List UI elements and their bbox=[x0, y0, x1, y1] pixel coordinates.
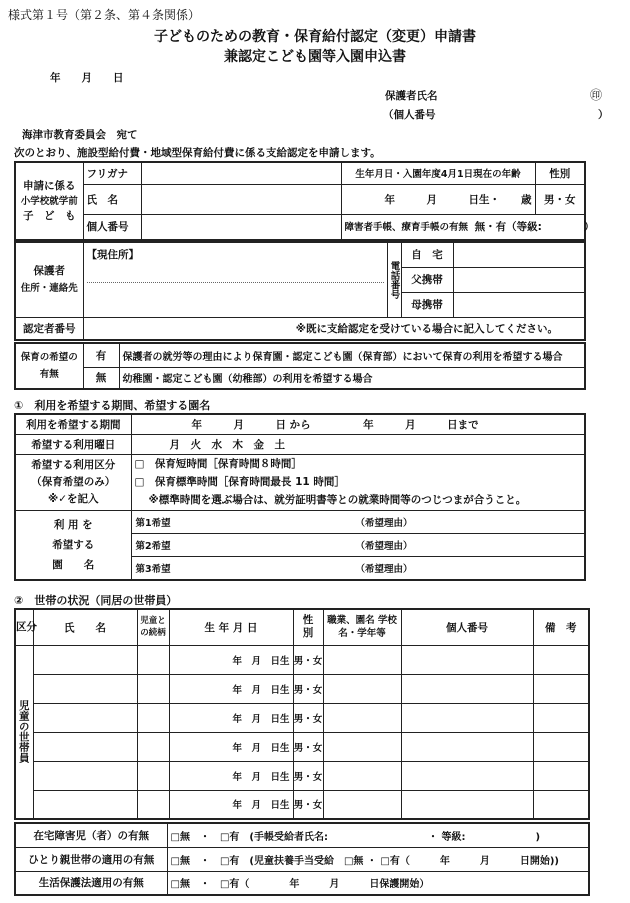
phone-label: 電話番号 bbox=[387, 242, 401, 317]
address-field[interactable]: 【現住所】 bbox=[83, 242, 387, 317]
member-relation[interactable] bbox=[137, 732, 169, 761]
member-birth[interactable]: 年 月 日生 bbox=[169, 732, 293, 761]
member-id[interactable] bbox=[401, 790, 533, 819]
standard-time-option[interactable]: □ 保育標準時間［保育時間最長 11 時間］ bbox=[134, 476, 345, 488]
childcare-no[interactable]: 無 bbox=[83, 367, 119, 389]
member-name[interactable] bbox=[33, 732, 137, 761]
type-note: ※標準時間を選ぶ場合は、就労証明書等との就業時間等のつじつまが合うこと。 bbox=[148, 494, 527, 506]
childcare-no-text: 幼稚園・認定こども園（幼稚部）の利用を希望する場合 bbox=[119, 367, 585, 389]
member-job[interactable] bbox=[323, 703, 401, 732]
period-label: 利用を希望する期間 bbox=[15, 414, 131, 434]
header-id: 個人番号 bbox=[401, 609, 533, 645]
home-phone-input[interactable] bbox=[453, 242, 585, 267]
member-name[interactable] bbox=[33, 703, 137, 732]
seal-mark: ㊞ bbox=[590, 88, 603, 102]
home-phone-label: 自 宅 bbox=[401, 242, 453, 267]
child-name-input[interactable] bbox=[141, 184, 341, 214]
member-note[interactable] bbox=[533, 761, 589, 790]
guardian-section-label: 保護者 住所・連絡先 bbox=[15, 242, 83, 317]
household-table bbox=[14, 608, 590, 820]
member-id[interactable] bbox=[401, 732, 533, 761]
member-relation[interactable] bbox=[137, 674, 169, 703]
header-relation: 児童との続柄 bbox=[137, 609, 169, 645]
date-field[interactable]: 年 月 日 bbox=[50, 72, 124, 84]
form-number: 様式第１号（第２条、第４条関係） bbox=[8, 8, 201, 22]
member-id[interactable] bbox=[401, 761, 533, 790]
sex-header: 性別 bbox=[535, 162, 585, 184]
childcare-yes-text: 保護者の就労等の理由により保育園・認定こども園（保育部）において保育の利用を希望する場合 bbox=[119, 343, 585, 367]
member-job[interactable] bbox=[323, 790, 401, 819]
welfare-label: 生活保護法適用の有無 bbox=[15, 871, 167, 895]
home-disability-label: 在宅障害児（者）の有無 bbox=[15, 823, 167, 847]
section2-title: ② 世帯の状況（同居の世帯員） bbox=[14, 594, 178, 607]
child-sex-field[interactable]: 男・女 bbox=[535, 184, 585, 214]
member-relation[interactable] bbox=[137, 645, 169, 674]
single-parent-field[interactable]: □無 ・ □有 (児童扶養手当受給 □無 ・ □有（ 年 月 日開始)) bbox=[167, 847, 589, 871]
intro-text: 次のとおり、施設型給付費・地域型保育給付費に係る支給認定を申請します。 bbox=[14, 147, 381, 159]
days-field[interactable]: 月 火 水 木 金 土 bbox=[131, 434, 585, 454]
section1-table bbox=[14, 413, 586, 581]
child-name-label: 氏 名 bbox=[83, 184, 141, 214]
member-sex[interactable]: 男・女 bbox=[293, 674, 323, 703]
header-note: 備 考 bbox=[533, 609, 589, 645]
type-label: 希望する利用区分 （保育希望のみ） ※✓を記入 bbox=[15, 454, 131, 510]
disability-field[interactable]: 障害者手帳、療育手帳の有無 無・有（等級: ） bbox=[341, 214, 585, 240]
member-sex[interactable]: 男・女 bbox=[293, 703, 323, 732]
child-id-label: 個人番号 bbox=[83, 214, 141, 240]
footer-table bbox=[14, 822, 590, 896]
childcare-table bbox=[14, 342, 586, 390]
member-birth[interactable]: 年 月 日生 bbox=[169, 703, 293, 732]
furigana-label: フリガナ bbox=[83, 162, 141, 184]
child-section-label: 申請に係る 小学校就学前 子 ど も bbox=[15, 162, 83, 240]
member-job[interactable] bbox=[323, 674, 401, 703]
section1-title: ① 利用を希望する期間、希望する園名 bbox=[14, 399, 211, 412]
child-id-input[interactable] bbox=[141, 214, 341, 240]
single-parent-label: ひとり親世帯の適用の有無 bbox=[15, 847, 167, 871]
guardian-table bbox=[14, 241, 586, 341]
guardian-name-label: 保護者氏名 bbox=[385, 90, 438, 102]
childcare-label: 保育の希望の 有無 bbox=[15, 343, 83, 389]
member-birth[interactable]: 年 月 日生 bbox=[169, 645, 293, 674]
member-name[interactable] bbox=[33, 790, 137, 819]
member-birth[interactable]: 年 月 日生 bbox=[169, 790, 293, 819]
days-label: 希望する利用曜日 bbox=[15, 434, 131, 454]
member-id[interactable] bbox=[401, 703, 533, 732]
member-relation[interactable] bbox=[137, 790, 169, 819]
choice-2-row[interactable]: 第2希望 （希望理由） bbox=[131, 533, 585, 556]
member-id[interactable] bbox=[401, 674, 533, 703]
member-id[interactable] bbox=[401, 645, 533, 674]
page-subtitle: 兼認定こども園等入園申込書 bbox=[224, 49, 406, 65]
addressee: 海津市教育委員会 宛て bbox=[22, 129, 138, 141]
member-name[interactable] bbox=[33, 761, 137, 790]
choice-1-row[interactable]: 第1希望 （希望理由） bbox=[131, 510, 585, 533]
home-disability-field[interactable]: □無 ・ □有 (手帳受給者氏名: ・ 等級: ) bbox=[167, 823, 589, 847]
birth-header: 生年月日・入園年度4月1日現在の年齢 bbox=[341, 162, 535, 184]
short-time-option[interactable]: □ 保育短時間［保育時間８時間］ bbox=[134, 458, 302, 470]
member-sex[interactable]: 男・女 bbox=[293, 790, 323, 819]
member-note[interactable] bbox=[533, 703, 589, 732]
member-note[interactable] bbox=[533, 790, 589, 819]
father-phone-input[interactable] bbox=[453, 267, 585, 292]
furigana-input[interactable] bbox=[141, 162, 341, 184]
header-division: 区分 bbox=[15, 609, 33, 645]
member-note[interactable] bbox=[533, 674, 589, 703]
member-sex[interactable]: 男・女 bbox=[293, 761, 323, 790]
member-relation[interactable] bbox=[137, 703, 169, 732]
father-phone-label: 父携帯 bbox=[401, 267, 453, 292]
member-job[interactable] bbox=[323, 761, 401, 790]
guardian-id-label: （個人番号 bbox=[383, 109, 436, 121]
facility-label: 利 用 を 希望する 園 名 bbox=[15, 510, 131, 580]
choice-3-row[interactable]: 第3希望 （希望理由） bbox=[131, 556, 585, 580]
member-name[interactable] bbox=[33, 645, 137, 674]
member-sex[interactable]: 男・女 bbox=[293, 645, 323, 674]
type-field bbox=[131, 454, 585, 510]
cert-number-label: 認定者番号 bbox=[15, 317, 83, 340]
member-birth[interactable]: 年 月 日生 bbox=[169, 674, 293, 703]
member-job[interactable] bbox=[323, 732, 401, 761]
member-job[interactable] bbox=[323, 645, 401, 674]
mother-phone-input[interactable] bbox=[453, 292, 585, 317]
header-name: 氏 名 bbox=[33, 609, 137, 645]
child-birth-field[interactable]: 年 月 日生・ 歳 bbox=[341, 184, 535, 214]
member-note[interactable] bbox=[533, 732, 589, 761]
header-birth: 生 年 月 日 bbox=[169, 609, 293, 645]
mother-phone-label: 母携帯 bbox=[401, 292, 453, 317]
member-sex[interactable]: 男・女 bbox=[293, 732, 323, 761]
cert-number-field[interactable]: ※既に支給認定を受けている場合に記入してください。 bbox=[83, 317, 585, 340]
header-job: 職業、園名 学校名・学年等 bbox=[323, 609, 401, 645]
header-sex: 性別 bbox=[293, 609, 323, 645]
household-side-label: 児童の世帯員 bbox=[15, 645, 33, 819]
period-field[interactable]: 年 月 日 から 年 月 日まで bbox=[131, 414, 585, 434]
page-title: 子どものための教育・保育給付認定（変更）申請書 bbox=[154, 29, 476, 45]
guardian-id-close: ） bbox=[598, 109, 609, 121]
childcare-yes[interactable]: 有 bbox=[83, 343, 119, 367]
member-birth[interactable]: 年 月 日生 bbox=[169, 761, 293, 790]
member-name[interactable] bbox=[33, 674, 137, 703]
member-note[interactable] bbox=[533, 645, 589, 674]
member-relation[interactable] bbox=[137, 761, 169, 790]
welfare-field[interactable]: □無 ・ □有（ 年 月 日保護開始） bbox=[167, 871, 589, 895]
child-table bbox=[14, 161, 595, 241]
